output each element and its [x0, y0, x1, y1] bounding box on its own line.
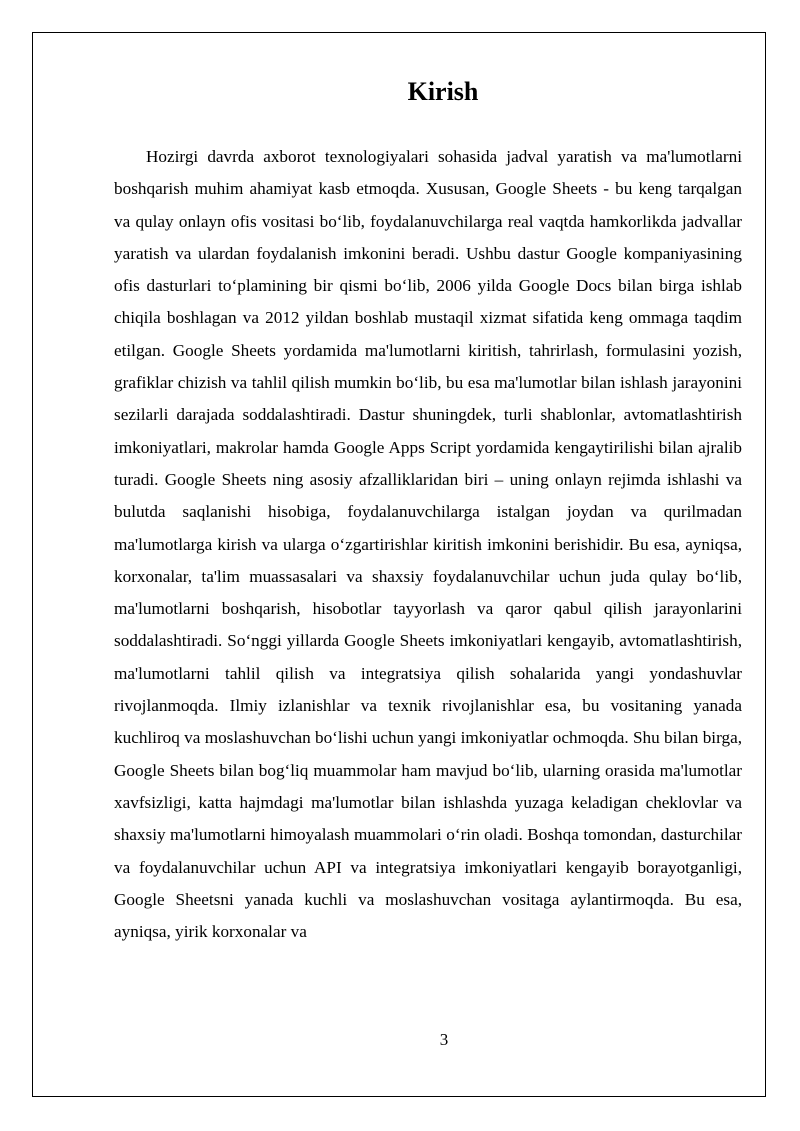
body-paragraph: Hozirgi davrda axborot texnologiyalari sohasida jadval yaratish va ma'lumotlarni boshqarish muhim ahamiyat kasb etmoqda. Xususan, Google Sheets - bu keng tarqalgan va qulay onlayn ofis vositasi bo‘lib, foydalanuvchilarga real vaqtda hamkorlikda jadvallar yaratish va ulardan foydalanish imkonini beradi. Ushbu dastur Google kompaniyasining ofis dasturlari to‘plamining bir qismi bo‘lib, 2006 yilda Google Docs bilan birga ishlab chiqila boshlagan va 2012 yildan boshlab mustaqil xizmat sifatida keng ommaga taqdim etilgan. Google Sheets yordamida ma'lumotlarni kiritish, tahrirlash, formulasini yozish, grafiklar chizish va tahlil qilish mumkin bo‘lib, bu esa ma'lumotlar bilan ishlash jarayonini sezilarli darajada soddalashtiradi. Dastur shuningdek, turli shablonlar, avtomatlashtirish imkoniyatlari, makrolar hamda Google Apps Script yordamida kengaytirilishi bilan ajralib turadi. Google Sheets ning asosiy afzalliklaridan biri – uning onlayn rejimda ishlashi va bulutda saqlanishi hisobiga, foydalanuvchilarga istalgan joydan va qurilmadan ma'lumotlarga kirish va ularga o‘zgartirishlar kiritish imkonini berishidir. Bu esa, ayniqsa, korxonalar, ta'lim muassasalari va shaxsiy foydalanuvchilar uchun juda qulay bo‘lib, ma'lumotlarni boshqarish, hisobotlar tayyorlash va qaror qabul qilish jarayonlarini soddalashtiradi. So‘nggi yillarda Google Sheets imkoniyatlari kengayib, avtomatlashtirish, ma'lumotlarni tahlil qilish va integratsiya qilish sohalarida yangi yondashuvlar rivojlanmoqda. Ilmiy izlanishlar va texnik rivojlanishlar esa, bu vositaning yanada kuchliroq va moslashuvchan bo‘lishi uchun yangi imkoniyatlar ochmoqda. Shu bilan birga, Google Sheets bilan bog‘liq muammolar ham mavjud bo‘lib, ularning orasida ma'lumotlar xavfsizligi, katta hajmdagi ma'lumotlar bilan ishlashda yuzaga keladigan cheklovlar va shaxsiy ma'lumotlarni himoyalash muammolari o‘rin oladi. Boshqa tomondan, dasturchilar va foydalanuvchilar uchun API va integratsiya imkoniyatlari kengayib borayotganligi, Google Sheetsni yanada kuchli va moslashuvchan vositaga aylantirmoqda. Bu esa, ayniqsa, yirik korxonalar va: [114, 147, 742, 942]
page-title: Kirish: [407, 77, 479, 106]
page-number: 3: [439, 1030, 449, 1049]
